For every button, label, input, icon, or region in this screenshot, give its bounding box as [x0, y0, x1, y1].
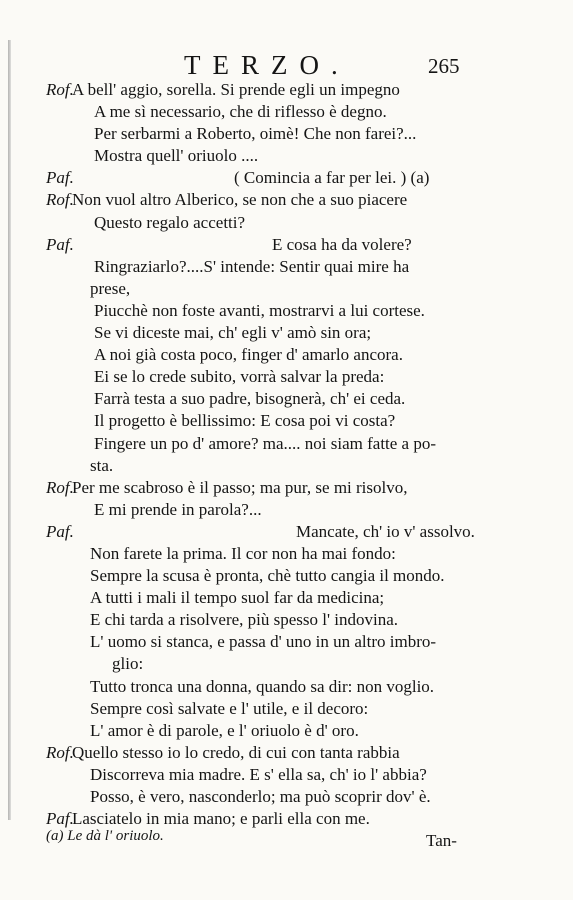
- verse-line: [46, 256, 506, 278]
- verse-text: Fingere un po d' amore? ma.... noi siam fatte a po-: [94, 433, 437, 453]
- verse-line: [46, 720, 506, 742]
- speaker-label: Paf.: [46, 168, 74, 188]
- verse-text: Mancate, ch' io v' assolvo.: [296, 521, 475, 541]
- verse-text: Non farete la prima. Il cor non ha mai fondo:: [90, 543, 396, 563]
- page-number: 265: [428, 54, 460, 78]
- verse-line: [46, 410, 506, 432]
- verse-text: Se vi diceste mai, ch' egli v' amò sin ora;: [94, 323, 372, 343]
- page-header: [0, 50, 573, 82]
- verse-line: [46, 278, 506, 300]
- verse-text: E cosa ha da volere?: [272, 234, 412, 254]
- verse-line: [46, 322, 506, 344]
- verse-line: [46, 300, 506, 322]
- verse-line: [46, 543, 506, 565]
- verse-text: A tutti i mali il tempo suol far da medicina;: [90, 588, 385, 608]
- speaker-label: Rof.: [46, 190, 74, 210]
- verse-line: [46, 499, 506, 521]
- verse-text: A me sì necessario, che di riflesso è degno.: [94, 102, 387, 122]
- verse-text: Sempre così salvate e l' utile, e il decoro:: [90, 698, 369, 718]
- verse-line: [46, 609, 506, 631]
- speaker-label: Rof.: [46, 477, 74, 497]
- verse-line: [46, 101, 506, 123]
- verse-line: [46, 742, 506, 764]
- verse-line: [46, 786, 506, 808]
- verse-line: [46, 455, 506, 477]
- speaker-label: Paf.: [46, 809, 74, 829]
- verse-text: Discorreva mia madre. E s' ella sa, ch' io l' abbia?: [90, 764, 427, 784]
- verse-text: L' amor è di parole, e l' oriuolo è d' oro.: [90, 720, 359, 740]
- verse-text: Per me scabroso è il passo; ma pur, se mi risolvo,: [72, 477, 408, 497]
- verse-line: [46, 698, 506, 720]
- verse-line: [46, 676, 506, 698]
- verse-line: [46, 587, 506, 609]
- verse-text: Posso, è vero, nasconderlo; ma può scoprir dov' è.: [90, 787, 431, 806]
- speaker-label: Rof.: [46, 742, 74, 762]
- verse-text: sta.: [90, 455, 114, 475]
- verse-text: E mi prende in parola?...: [94, 499, 262, 519]
- verse-text: E chi tarda a risolvere, più spesso l' indovina.: [90, 610, 399, 630]
- verse-line: [46, 189, 506, 211]
- catchword: Tan-: [426, 831, 457, 851]
- running-title: TERZO.: [184, 50, 350, 80]
- verse-text: Ei se lo crede subito, vorrà salvar la preda:: [94, 367, 385, 387]
- verse-line: [46, 653, 506, 675]
- verse-line: [46, 123, 506, 145]
- verse-text: Sempre la scusa è pronta, chè tutto cangia il mondo.: [90, 566, 445, 586]
- verse-text: Tutto tronca una donna, quando sa dir: non voglio.: [90, 676, 435, 696]
- verse-text: Il progetto è bellissimo: E cosa poi vi costa?: [94, 411, 396, 431]
- verse-text: Mostra quell' oriuolo ....: [94, 146, 259, 166]
- verse-line: [46, 234, 506, 256]
- page-binding-edge: [8, 40, 11, 820]
- verse-line: [46, 212, 506, 234]
- verse-text: Farrà testa a suo padre, bisognerà, ch' ei ceda.: [94, 389, 406, 409]
- verse-text: Lasciatelo in mia mano; e parli ella con me.: [72, 809, 370, 829]
- verse-text: Per serbarmi a Roberto, oimè! Che non farei?...: [94, 124, 417, 144]
- verse-line: [46, 79, 506, 101]
- play-text: [46, 79, 506, 852]
- verse-line: [46, 477, 506, 499]
- verse-line: [46, 167, 506, 189]
- verse-line: [46, 808, 506, 830]
- footnote: (a) Le dà l' oriuolo.: [46, 828, 164, 844]
- verse-text: Piucchè non foste avanti, mostrarvi a lui cortese.: [94, 300, 425, 320]
- verse-text: A bell' aggio, sorella. Si prende egli un impegno: [72, 80, 400, 99]
- speaker-label: Rof.: [46, 80, 74, 99]
- verse-text: prese,: [90, 278, 131, 298]
- verse-text: Questo regalo accetti?: [94, 212, 246, 232]
- verse-line: [46, 388, 506, 410]
- speaker-label: Paf.: [46, 521, 74, 541]
- speaker-label: Paf.: [46, 234, 74, 254]
- verse-line: [46, 433, 506, 455]
- verse-line: [46, 631, 506, 653]
- verse-text: ( Comincia a far per lei. ) (a): [234, 168, 430, 188]
- verse-line: [46, 366, 506, 388]
- verse-text: glio:: [112, 654, 144, 674]
- verse-text: Ringraziarlo?....S' intende: Sentir quai mire ha: [94, 256, 410, 276]
- verse-line: [46, 764, 506, 786]
- verse-text: Non vuol altro Alberico, se non che a suo piacere: [72, 190, 408, 210]
- verse-line: [46, 521, 506, 543]
- verse-text: Quello stesso io lo credo, di cui con tanta rabbia: [72, 742, 400, 762]
- verse-line: [46, 145, 506, 167]
- verse-line: [46, 565, 506, 587]
- verse-line: [46, 344, 506, 366]
- verse-text: L' uomo si stanca, e passa d' uno in un altro imbro-: [90, 632, 437, 652]
- verse-text: A noi già costa poco, finger d' amarlo ancora.: [94, 345, 403, 365]
